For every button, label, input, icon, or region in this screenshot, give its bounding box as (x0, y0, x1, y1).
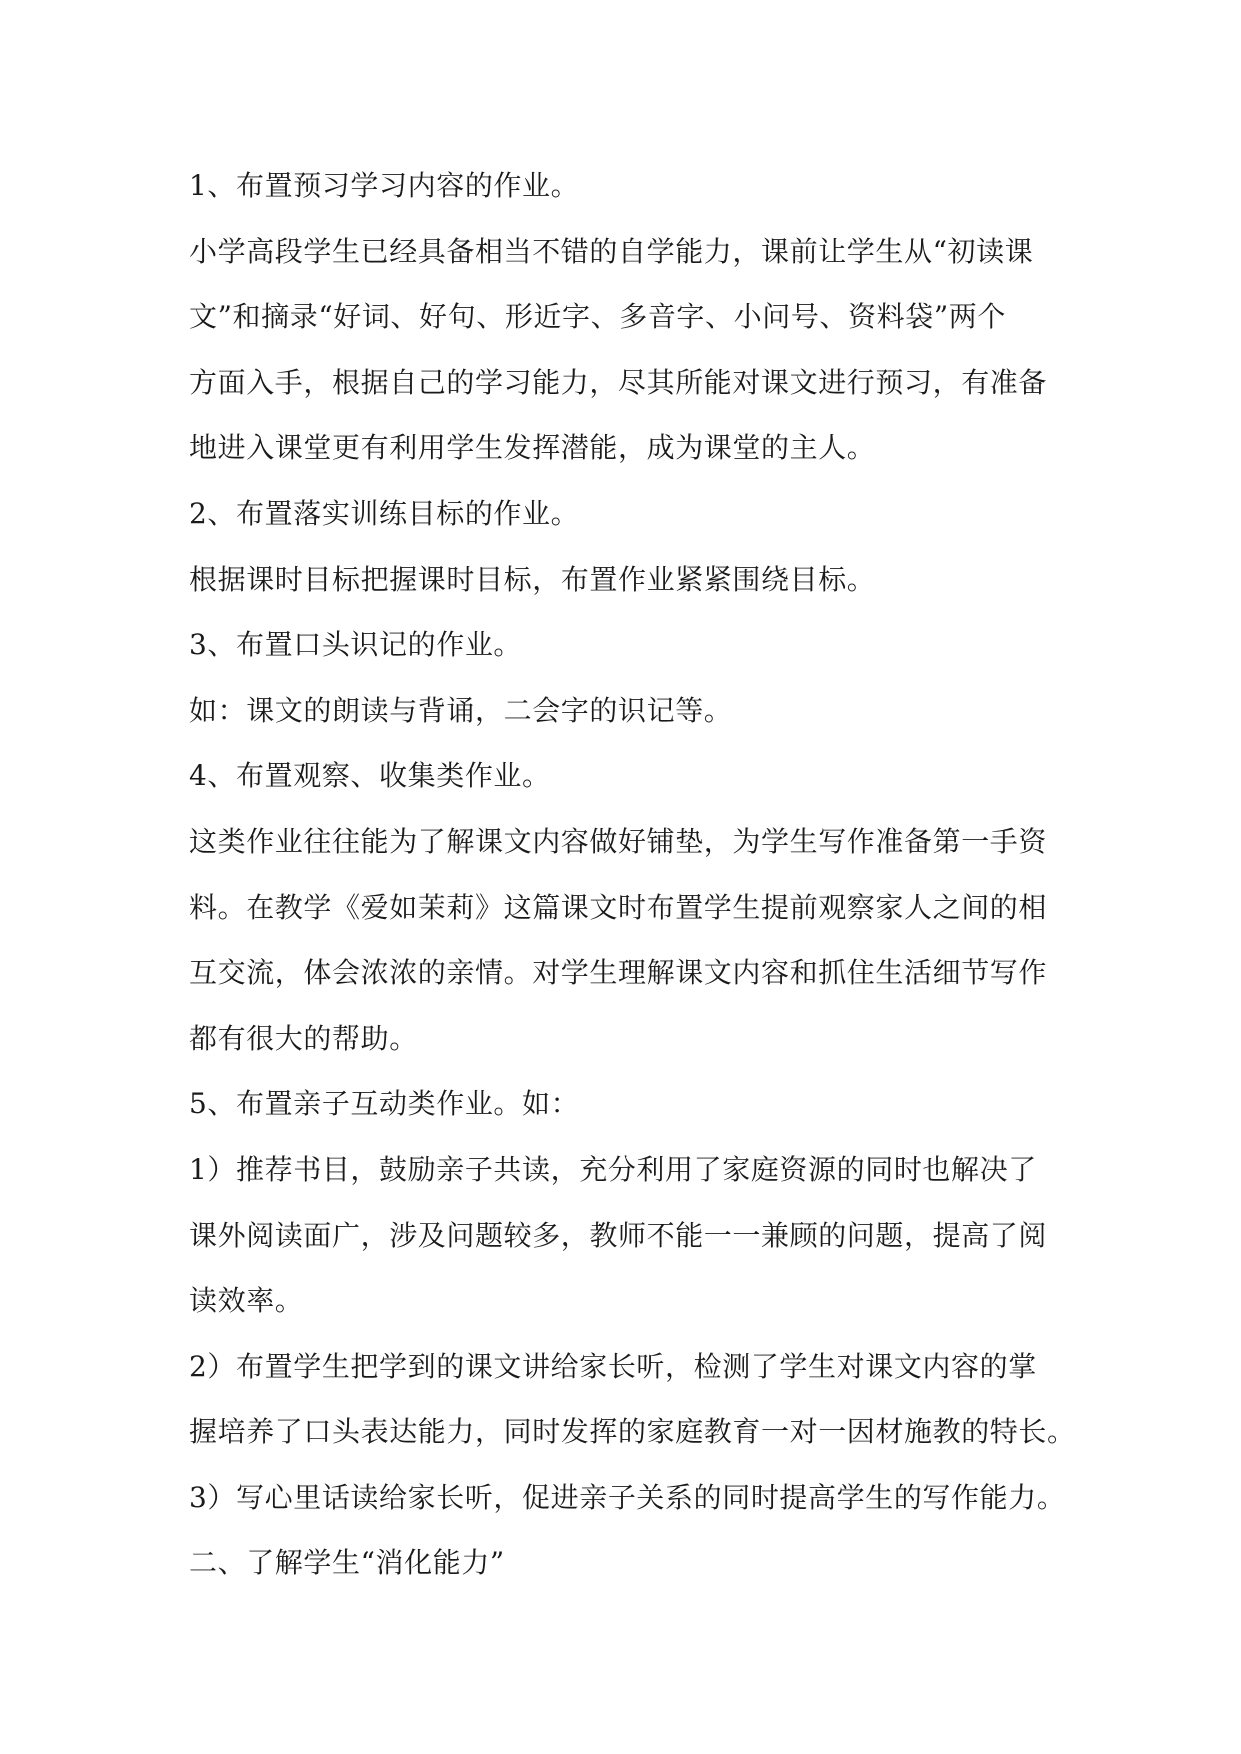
paragraph-line: 互交流，体会浓浓的亲情。对学生理解课文内容和抓住生活细节写作 (189, 956, 1048, 990)
list-item-line: 握培养了口头表达能力，同时发挥的家庭教育一对一因材施教的特长。 (189, 1415, 1076, 1449)
list-item-line: 3）写心里话读给家长听，促进亲子关系的同时提高学生的写作能力。 (189, 1480, 1066, 1514)
list-item-line: 读效率。 (189, 1284, 304, 1318)
document-body (189, 153, 1076, 1596)
paragraph-line: 方面入手，根据自己的学习能力，尽其所能对课文进行预习，有准备 (189, 365, 1048, 399)
paragraph-line: 这类作业往往能为了解课文内容做好铺垫，为学生写作准备第一手资 (189, 824, 1048, 858)
section-heading-digestion-ability: 二、了解学生“消化能力” (189, 1546, 505, 1580)
list-item-line: 2）布置学生把学到的课文讲给家长听，检测了学生对课文内容的掌 (189, 1349, 1037, 1383)
heading-3-oral-memorization: 3、布置口头识记的作业。 (189, 628, 523, 662)
heading-2-training-goals: 2、布置落实训练目标的作业。 (189, 496, 580, 530)
heading-1-preview-homework: 1、布置预习学习内容的作业。 (189, 169, 580, 202)
paragraph-line: 地进入课堂更有利用学生发挥潜能，成为课堂的主人。 (189, 431, 876, 465)
paragraph-line: 小学高段学生已经具备相当不错的自学能力，课前让学生从“初读课 (189, 234, 1034, 268)
list-item-line: 课外阅读面广，涉及问题较多，教师不能一一兼顾的问题，提高了阅 (189, 1218, 1048, 1252)
paragraph-line: 都有很大的帮助。 (189, 1021, 418, 1055)
paragraph-line: 根据课时目标把握课时目标，布置作业紧紧围绕目标。 (189, 562, 876, 596)
paragraph-line: 文”和摘录“好词、好句、形近字、多音字、小问号、资料袋”两个 (189, 300, 1006, 334)
heading-5-parent-child: 5、布置亲子互动类作业。如： (189, 1087, 580, 1121)
paragraph-line: 料。在教学《爱如茉莉》这篇课文时布置学生提前观察家人之间的相 (189, 890, 1048, 924)
heading-4-observation-collection: 4、布置观察、收集类作业。 (189, 759, 551, 793)
list-item-line: 1）推荐书目，鼓励亲子共读，充分利用了家庭资源的同时也解决了 (189, 1152, 1037, 1186)
paragraph-line: 如：课文的朗读与背诵，二会字的识记等。 (189, 693, 733, 727)
